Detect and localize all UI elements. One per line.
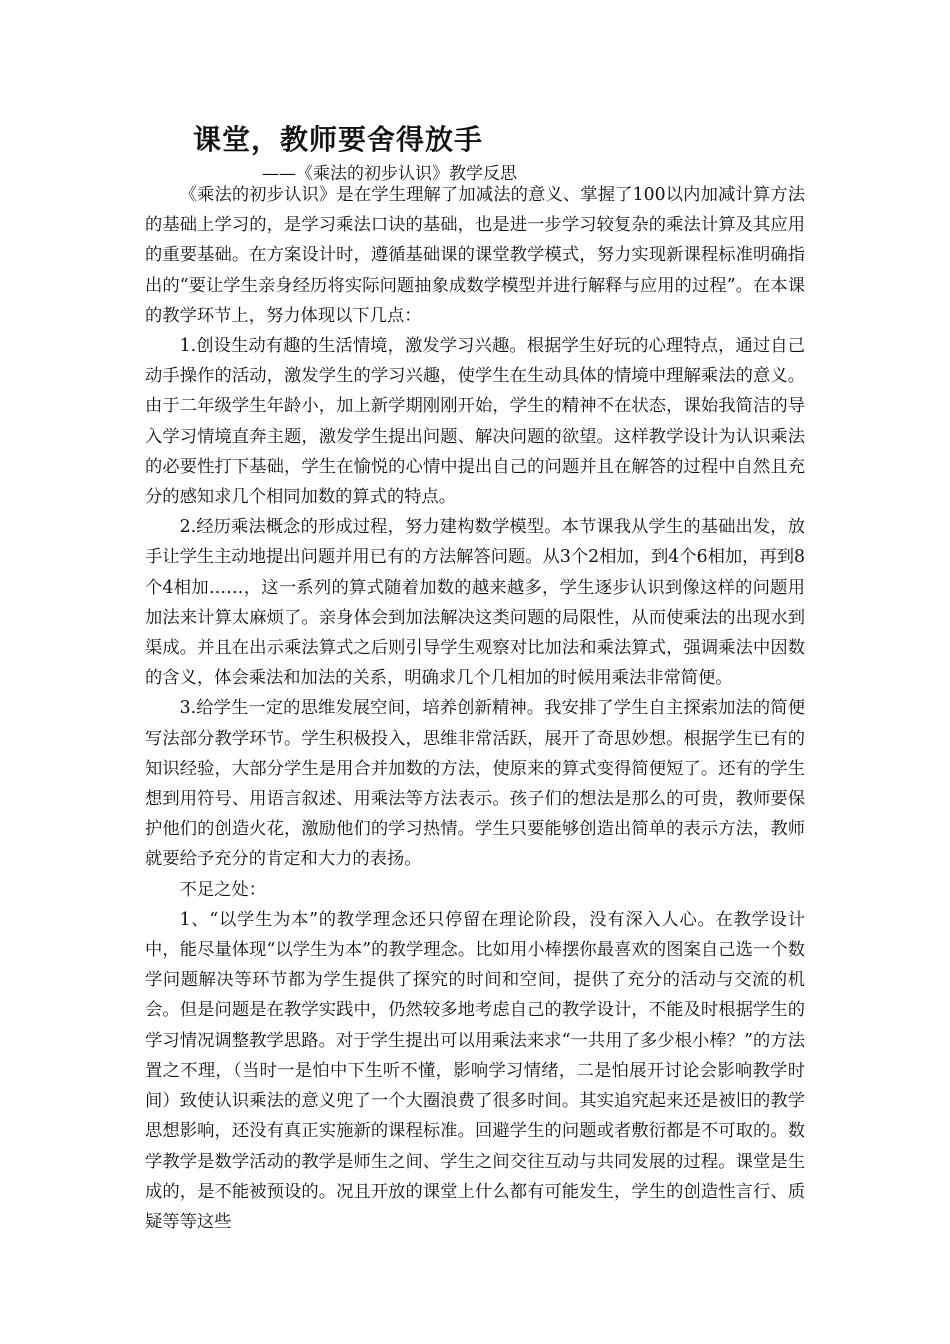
paragraph-shortcomings-heading: 不足之处： [179,879,267,900]
document-title: 课堂，教师要舍得放手 [193,123,484,156]
document-body [145,180,805,1237]
document-subtitle: ——《乘法的初步认识》教学反思 [262,164,517,184]
paragraph-point-3: 3.给学生一定的思维发展空间，培养创新精神。我安排了学生自主探索加法的简便写法部分教学环节。学生积极投入，思维非常活跃，展开了奇思妙想。根据学生已有的知识经验，大部分学生是用合并加数的方法，使原来的算式变得简便短了。还有的学生想到用符号、用语言叙述、用乘法等方法表示。孩子们的想法是那么的可贵，教师要保护他们的创造火花，激励他们的学习热情。学生只要能够创造出简单的表示方法，教师就要给予充分的肯定和大力的表扬。 [145,698,805,870]
paragraph-point-1: 1.创设生动有趣的生活情境，激发学习兴趣。根据学生好玩的心理特点，通过自己动手操作的活动，激发学生的学习兴趣，使学生在生动具体的情境中理解乘法的意义。由于二年级学生年龄小，加上新学期刚刚开始，学生的精神不在状态，课始我简洁的导入学习情境直奔主题，激发学生提出问题、解决问题的欲望。这样教学设计为认识乘法的必要性打下基础，学生在愉悦的心情中提出自己的问题并且在解答的过程中自然且充分的感知求几个相同加数的算式的特点。 [145,336,805,508]
paragraph-shortcoming-1: 1、“以学生为本”的教学理念还只停留在理论阶段，没有深入人心。在教学设计中，能尽量体现“以学生为本”的教学理念。比如用小棒摆你最喜欢的图案自己选一个数学问题解决等环节都为学生提供了探究的时间和空间，提供了充分的活动与交流的机会。但是问题是在教学实践中，仍然较多地考虑自己的教学设计，不能及时根据学生的学习情况调整教学思路。对于学生提出可以用乘法来求“一共用了多少根小棒？”的方法置之不理，（当时一是怕中下生听不懂，影响学习情绪，二是怕展开讨论会影响教学时间）致使认识乘法的意义兜了一个大圈浪费了很多时间。其实追究起来还是被旧的教学思想影响，还没有真正实施新的课程标准。回避学生的问题或者敷衍都是不可取的。数学教学是数学活动的教学是师生之间、学生之间交往互动与共同发展的过程。课堂是生成的，是不能被预设的。况且开放的课堂上什么都有可能发生，学生的创造性言行、质疑等等这些 [145,909,805,1232]
paragraph-point-2: 2.经历乘法概念的形成过程，努力建构数学模型。本节课我从学生的基础出发，放手让学生主动地提出问题并用已有的方法解答问题。从3个2相加，到4个6相加，再到8个4相加……，这一系列的算式随着加数的越来越多，学生逐步认识到像这样的问题用加法来计算太麻烦了。亲身体会到加法解决这类问题的局限性，从而使乘法的出现水到渠成。并且在出示乘法算式之后则引导学生观察对比加法和乘法算式，强调乘法中因数的含义，体会乘法和加法的关系，明确求几个几相加的时候用乘法非常简便。 [145,517,805,689]
paragraph-intro: 《乘法的初步认识》是在学生理解了加减法的意义、掌握了100以内加减计算方法的基础上学习的，是学习乘法口诀的基础，也是进一步学习较复杂的乘法计算及其应用的重要基础。在方案设计时，遵循基础课的课堂教学模式，努力实现新课程标准明确指出的“要让学生亲身经历将实际问题抽象成数学模型并进行解释与应用的过程”。在本课的教学环节上，努力体现以下几点： [145,185,805,326]
